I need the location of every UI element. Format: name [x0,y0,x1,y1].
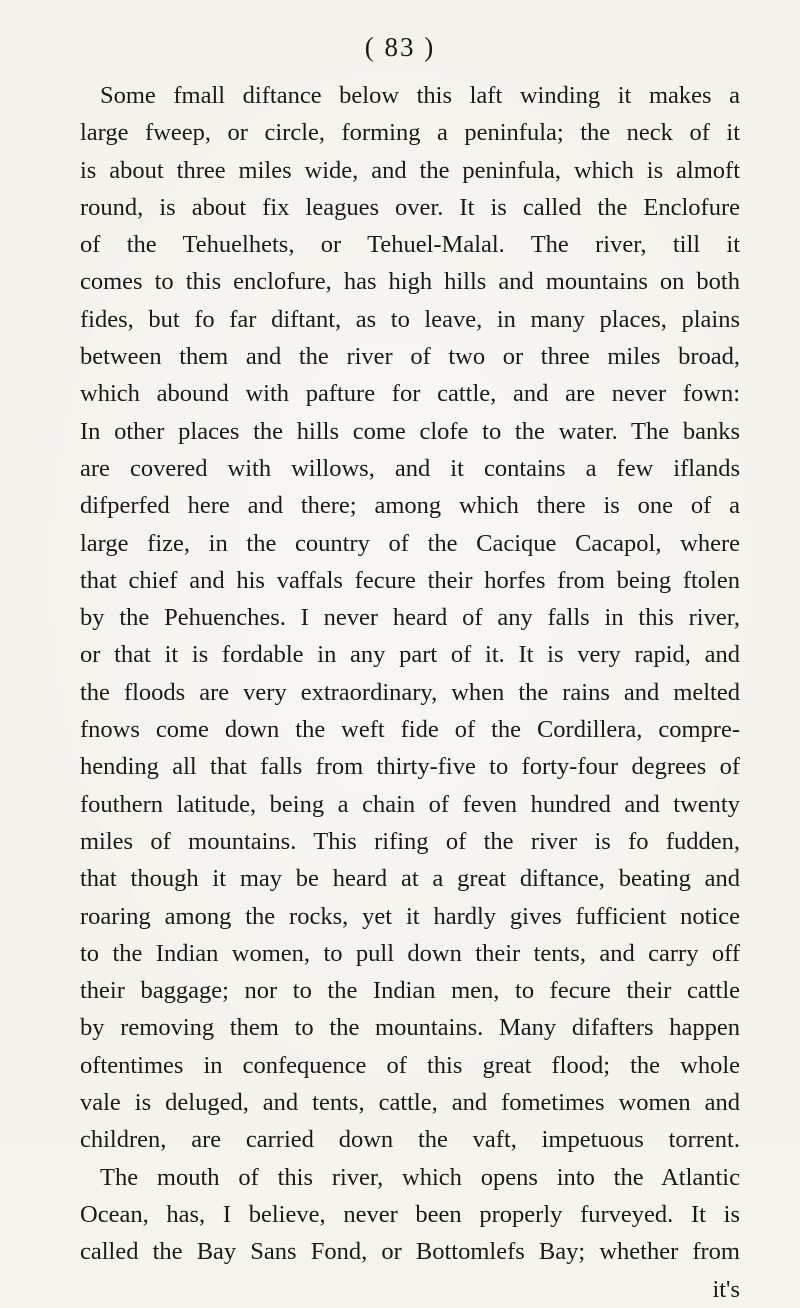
text-line-16: or that it is fordable in any part of it. It is very rapid, and [80,641,740,669]
text-line-29: children, are carried down the vaft, impetuous torrent. [80,1126,740,1154]
text-line-31: Ocean, has, I believe, never been properly furveyed. It is [80,1200,740,1228]
text-line-9: which abound with pafture for cattle, and are never fown: [80,380,740,408]
text-line-30: The mouth of this river, which opens into the Atlantic [100,1163,740,1191]
text-line-20: fouthern latitude, being a chain of feven hundred and twenty [80,790,740,818]
text-line-14: that chief and his vaffals fecure their horfes from being ftolen [80,566,740,594]
text-line-24: to the Indian women, to pull down their tents, and carry off [80,939,740,967]
page-number: ( 83 ) [364,32,436,62]
text-line-32: called the Bay Sans Fond, or Bottomlefs Bay; whether from [80,1238,740,1266]
text-line-18: fnows come down the weft fide of the Cordillera, compre- [80,716,740,744]
text-line-12: difperfed here and there; among which there is one of a [80,492,740,520]
text-line-27: oftentimes in confequence of this great flood; the whole [80,1051,740,1079]
text-line-1: Some fmall diftance below this laft winding it makes a [100,82,740,109]
text-line-5: of the Tehuelhets, or Tehuel-Malal. The river, till it [80,231,740,259]
body-text [80,77,740,1308]
text-line-6: comes to this enclofure, has high hills and mountains on both [80,268,740,296]
text-line-2: large fweep, or circle, forming a peninfula; the neck of it [80,119,740,147]
text-line-28: vale is deluged, and tents, cattle, and fometimes women and [80,1089,740,1117]
text-line-3: is about three miles wide, and the peninfula, which is almoft [80,156,740,184]
text-line-4: round, is about fix leagues over. It is called the Enclofure [80,193,740,221]
text-line-13: large fize, in the country of the Cacique Cacapol, where [80,529,740,557]
catchword: it's [712,1275,740,1303]
text-line-17: the floods are very extraordinary, when the rains and melted [80,678,740,706]
text-line-26: by removing them to the mountains. Many difafters happen [80,1014,740,1042]
text-line-11: are covered with willows, and it contains a few iflands [80,454,740,482]
text-line-15: by the Pehuenches. I never heard of any falls in this river, [80,604,740,632]
text-line-23: roaring among the rocks, yet it hardly gives fufficient notice [80,902,740,930]
text-line-7: fides, but fo far diftant, as to leave, in many places, plains [80,305,740,333]
text-line-21: miles of mountains. This rifing of the river is fo fudden, [80,827,740,855]
text-line-8: between them and the river of two or three miles broad, [80,343,740,371]
text-line-25: their baggage; nor to the Indian men, to fecure their cattle [80,977,740,1005]
text-line-22: that though it may be heard at a great diftance, beating and [80,865,740,893]
text-line-19: hending all that falls from thirty-five to forty-four degrees of [80,753,740,781]
text-line-10: In other places the hills come clofe to the water. The banks [80,417,740,445]
